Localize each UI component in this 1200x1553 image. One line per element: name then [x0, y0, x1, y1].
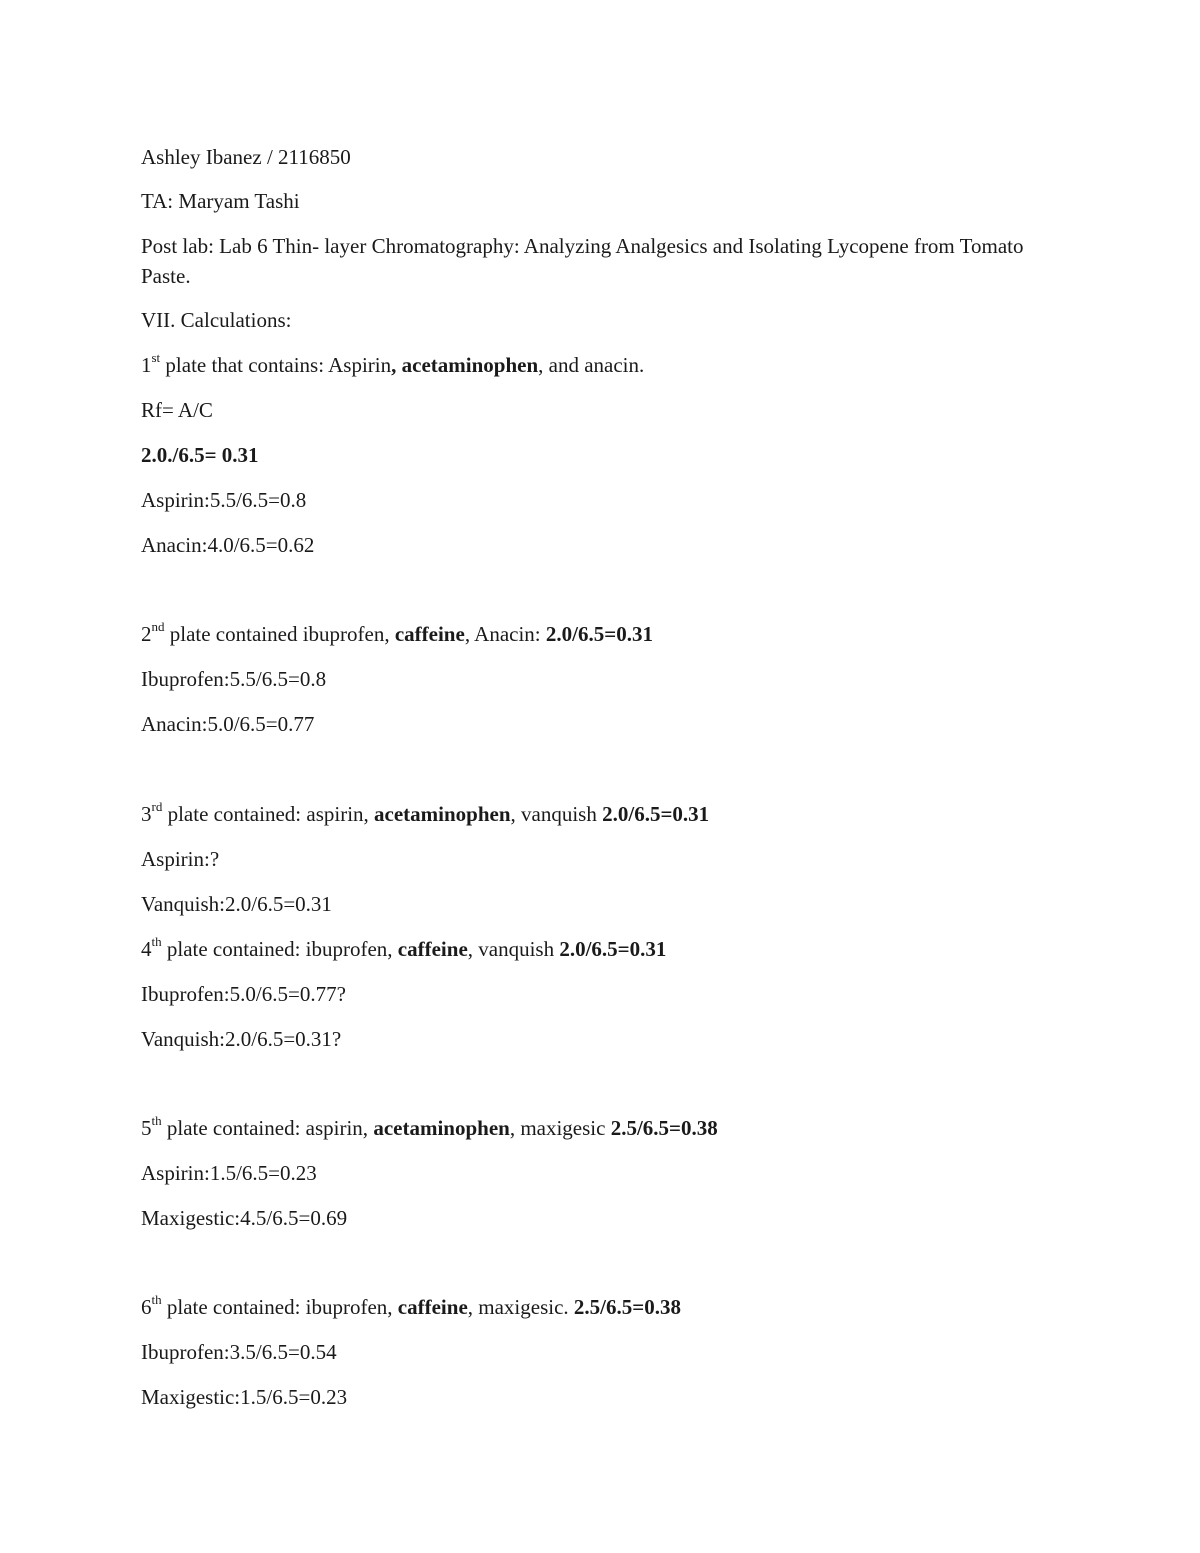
plate4-calc: 2.0/6.5=0.31: [559, 937, 667, 961]
section-heading: VII. Calculations:: [141, 308, 292, 332]
plate3-calc: 2.0/6.5=0.31: [602, 802, 710, 826]
plate3-text-b: , vanquish: [510, 802, 603, 826]
plate5-text-a: plate contained: aspirin,: [161, 1116, 374, 1140]
plate3-line1: Aspirin:?: [141, 847, 220, 871]
plate1-heading: [141, 350, 1071, 380]
plate5-calc: 2.5/6.5=0.38: [610, 1116, 718, 1140]
plate5-heading: [141, 1113, 1071, 1143]
plate5-bold-drug: acetaminophen: [373, 1116, 510, 1140]
plate1-text-b: , and anacin.: [538, 353, 645, 377]
plate3-heading: [141, 799, 1071, 829]
plate6-text-b: , maxigesic.: [467, 1295, 574, 1319]
plate3-number: 3: [141, 802, 152, 826]
plate2-text-a: plate contained ibuprofen,: [164, 622, 395, 646]
plate2-calc: 2.0/6.5=0.31: [545, 622, 653, 646]
ta-line: TA: Maryam Tashi: [141, 189, 300, 213]
plate1-comma: ,: [391, 353, 397, 377]
author-line: Ashley Ibanez / 2116850: [141, 145, 351, 169]
plate2-number: 2: [141, 622, 152, 646]
plate1-ordinal: st: [151, 350, 161, 365]
plate2-text-b: , Anacin:: [464, 622, 546, 646]
plate4-line1: Ibuprofen:5.0/6.5=0.77?: [141, 982, 346, 1006]
plate5-line1: Aspirin:1.5/6.5=0.23: [141, 1161, 317, 1185]
lab-title: Post lab: Lab 6 Thin- layer Chromatography: Analyzing Analgesics and Isolating Lycopene from Tomato Paste.: [141, 234, 1024, 288]
plate4-ordinal: th: [151, 934, 162, 949]
plate3-line2: Vanquish:2.0/6.5=0.31: [141, 892, 332, 916]
plate6-calc: 2.5/6.5=0.38: [573, 1295, 681, 1319]
plate4-heading: [141, 934, 1071, 964]
plate2-ordinal: nd: [151, 619, 165, 634]
plate1-number: 1: [141, 353, 152, 377]
plate6-line1: Ibuprofen:3.5/6.5=0.54: [141, 1340, 337, 1364]
plate4-text-a: plate contained: ibuprofen,: [161, 937, 398, 961]
plate2-line1: Ibuprofen:5.5/6.5=0.8: [141, 667, 327, 691]
rf-formula: Rf= A/C: [141, 398, 213, 422]
plate6-text-a: plate contained: ibuprofen,: [161, 1295, 398, 1319]
plate6-bold-drug: caffeine: [397, 1295, 468, 1319]
plate4-number: 4: [141, 937, 152, 961]
plate5-line2: Maxigestic:4.5/6.5=0.69: [141, 1206, 348, 1230]
plate5-number: 5: [141, 1116, 152, 1140]
plate1-calc: 2.0./6.5= 0.31: [141, 443, 259, 467]
plate4-line2: Vanquish:2.0/6.5=0.31?: [141, 1027, 342, 1051]
plate5-ordinal: th: [151, 1113, 162, 1128]
plate3-ordinal: rd: [151, 799, 163, 814]
plate4-text-b: , vanquish: [467, 937, 560, 961]
plate5-text-b: , maxigesic: [509, 1116, 611, 1140]
plate1-line2: Anacin:4.0/6.5=0.62: [141, 533, 315, 557]
plate1-text-a: plate that contains: Aspirin: [160, 353, 392, 377]
plate6-heading: [141, 1292, 1071, 1322]
plate3-text-a: plate contained: aspirin,: [162, 802, 375, 826]
plate6-ordinal: th: [151, 1292, 162, 1307]
plate2-heading: [141, 619, 1071, 649]
plate3-bold-drug: acetaminophen: [374, 802, 511, 826]
plate1-line1: Aspirin:5.5/6.5=0.8: [141, 488, 307, 512]
plate1-bold-drug: acetaminophen: [396, 353, 539, 377]
plate6-number: 6: [141, 1295, 152, 1319]
plate4-bold-drug: caffeine: [397, 937, 468, 961]
plate6-line2: Maxigestic:1.5/6.5=0.23: [141, 1385, 348, 1409]
plate2-bold-drug: caffeine: [394, 622, 465, 646]
plate2-line2: Anacin:5.0/6.5=0.77: [141, 712, 315, 736]
